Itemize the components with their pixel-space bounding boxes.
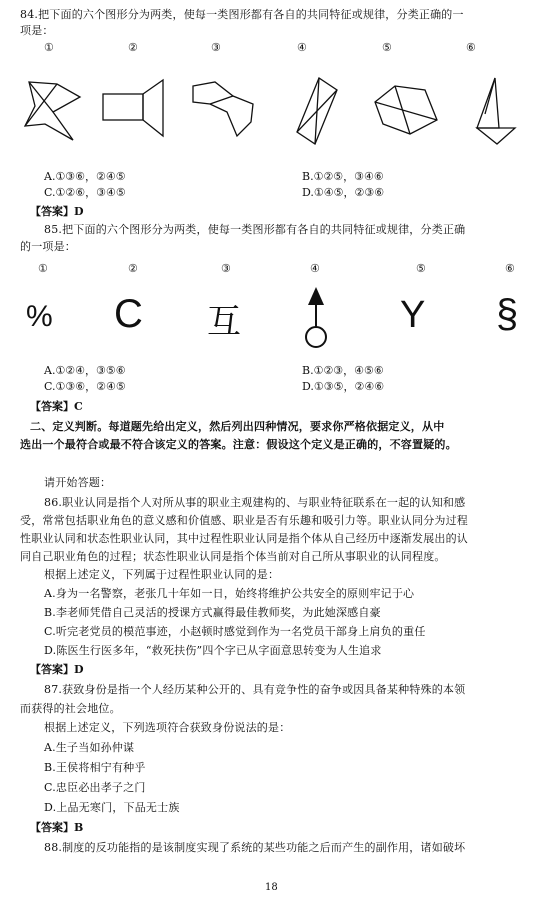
q84-figure-3 (193, 82, 253, 136)
q85-label-1: ① (38, 262, 48, 275)
q84-answer: 【答案】D (30, 205, 84, 218)
q85-symbol-hu: 互 (207, 302, 241, 342)
q84-figure-4 (297, 78, 337, 144)
q85-symbol-section: § (496, 292, 519, 336)
section2-heading-line2: 选出一个最符合或最不符合该定义的答案。注意：假设这个定义是正确的，不容置疑的。 (20, 438, 457, 451)
q86-para-line3: 性职业认同和状态性职业认同，其中过程性职业认同是指个体从自己经历中逐渐发展出的认 (20, 532, 468, 545)
q84-option-b: B.①②⑤，③④⑥ (302, 170, 384, 183)
q85-option-c: C.①③⑥，②④⑤ (44, 380, 126, 393)
q87-option-d: D.上品无寒门，下品无士族 (44, 801, 180, 814)
q85-symbol-percent: % (26, 300, 53, 333)
q84-stem-line1: 84.把下面的六个图形分为两类，使每一类图形都有各自的共同特征或规律，分类正确的一 (20, 8, 464, 21)
q85-symbol-mars-icon (296, 285, 336, 353)
q87-question: 根据上述定义，下列选项符合获致身份说法的是： (44, 721, 291, 734)
q87-option-b: B.王侯将相宁有种乎 (44, 761, 146, 774)
q87-option-c: C.忠臣必出孝子之门 (44, 781, 146, 794)
q84-label-2: ② (128, 41, 138, 54)
q85-label-4: ④ (310, 262, 320, 275)
q85-symbol-y: Y (400, 294, 426, 336)
q86-answer: 【答案】D (30, 663, 84, 676)
q86-para-line4: 同自己职业角色的过程；状态性职业认同是指个体当前对自己所从事职业的认同程度。 (20, 550, 446, 563)
q84-label-4: ④ (297, 41, 307, 54)
q84-stem-line2: 项是： (20, 24, 54, 37)
q84-figures (15, 62, 535, 152)
q85-option-b: B.①②③，④⑤⑥ (302, 364, 384, 377)
q87-para-line2: 而获得的社会地位。 (20, 702, 121, 715)
q85-label-3: ③ (221, 262, 231, 275)
q84-label-3: ③ (211, 41, 221, 54)
start-prompt: 请开始答题： (44, 476, 112, 489)
q86-option-c: C.听完老党员的模范事迹，小赵顿时感觉到作为一名党员干部身上肩负的重任 (44, 625, 426, 638)
q88-para-line1: 88.制度的反功能指的是该制度实现了系统的某些功能之后而产生的副作用，诸如破坏 (44, 841, 466, 854)
q87-answer: 【答案】B (30, 821, 84, 834)
q86-option-d: D.陈医生行医多年，“救死扶伤”四个字已从字面意思转变为人生追求 (44, 644, 382, 657)
q84-figure-6 (477, 78, 515, 144)
q85-label-5: ⑤ (416, 262, 426, 275)
q85-stem-line1: 85.把下面的六个图形分为两类，使每一类图形都有各自的共同特征或规律，分类正确 (44, 223, 466, 236)
q84-figure-1 (25, 82, 80, 140)
q84-option-d: D.①④⑤，②③⑥ (302, 186, 385, 199)
q85-option-a: A.①②④，③⑤⑥ (44, 364, 126, 377)
q84-figure-5 (375, 86, 437, 134)
q85-option-d: D.①③⑤，②④⑥ (302, 380, 385, 393)
q86-question: 根据上述定义，下列属于过程性职业认同的是： (44, 568, 280, 581)
q84-option-c: C.①②⑥，③④⑤ (44, 186, 126, 199)
q84-option-a: A.①③⑥，②④⑤ (44, 170, 126, 183)
q84-label-5: ⑤ (382, 41, 392, 54)
q86-para-line2: 受，常常包括职业角色的意义感和价值感、职业是否有乐趣和吸引力等。职业认同分为过程 (20, 514, 468, 527)
q84-label-1: ① (44, 41, 54, 54)
q86-option-a: A.身为一名警察，老张几十年如一日，始终将维护公共安全的原则牢记于心 (44, 587, 415, 600)
q85-symbol-c: C (114, 292, 143, 336)
q86-option-b: B.李老师凭借自己灵活的授课方式赢得最佳教师奖，为此她深感自豪 (44, 606, 381, 619)
q84-figure-2 (103, 80, 163, 136)
section2-heading-line1: 二、定义判断。每道题先给出定义，然后列出四种情况，要求你严格依据定义，从中 (30, 420, 445, 433)
q85-label-6: ⑥ (505, 262, 515, 275)
q87-option-a: A.生子当如孙仲谋 (44, 741, 135, 754)
q85-answer: 【答案】C (30, 400, 83, 413)
q84-label-6: ⑥ (466, 41, 476, 54)
page-number: 18 (265, 882, 278, 893)
q87-para-line1: 87.获致身份是指一个人经历某种公开的、具有竞争性的奋争或因具备某种特殊的本领 (44, 683, 466, 696)
q86-para-line1: 86.职业认同是指个人对所从事的职业主观建构的、与职业特征联系在一起的认知和感 (44, 496, 466, 509)
q85-label-2: ② (128, 262, 138, 275)
q85-stem-line2: 的一项是： (20, 240, 76, 253)
